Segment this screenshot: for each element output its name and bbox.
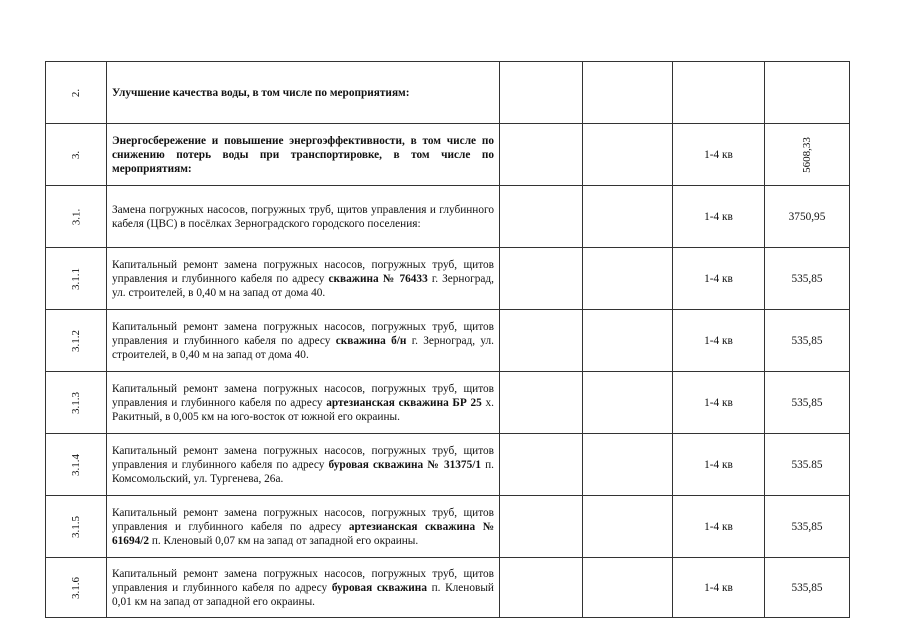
row-description [107, 434, 500, 496]
row-number-cell [46, 372, 107, 434]
row-sum: 5608,33 [801, 136, 813, 173]
row-description [107, 558, 500, 618]
table-row [46, 496, 850, 558]
table-row [46, 248, 850, 310]
row-period: 1-4 кв [673, 558, 765, 618]
row-description: Улучшение качества воды, в том числе по мероприятиям: [107, 62, 500, 124]
table-row [46, 310, 850, 372]
description-text: п. Кленовый 0,01 км на запад от западной его окраины. [112, 581, 494, 608]
empty-cell [500, 496, 583, 558]
row-number: 3.1.4 [70, 453, 82, 476]
description-text: г. Зерноград, ул. строителей, в 0,40 м на запад от дома 40. [112, 334, 494, 361]
empty-cell [500, 62, 583, 124]
table-row [46, 62, 850, 124]
row-sum: 3750,95 [765, 186, 850, 248]
description-text: Капитальный ремонт замена погружных насосов, погружных труб, щитов управления и глубинного кабеля по адресу [112, 382, 494, 409]
row-number-cell [46, 496, 107, 558]
row-number: 3.1.2 [70, 329, 82, 352]
row-sum: 535,85 [765, 558, 850, 618]
row-number-cell [46, 248, 107, 310]
table-row [46, 558, 850, 618]
row-sum-cell [765, 124, 850, 186]
row-number: 3.1.3 [70, 391, 82, 414]
empty-cell [583, 372, 673, 434]
description-text: п. Комсомольский, ул. Тургенева, 26а. [112, 458, 494, 485]
row-description [107, 372, 500, 434]
row-sum [765, 62, 850, 124]
row-number: 3.1.1 [70, 267, 82, 290]
description-text: Капитальный ремонт замена погружных насосов, погружных труб, щитов управления и глубинного кабеля по адресу [112, 320, 494, 347]
table-row [46, 372, 850, 434]
description-text: Капитальный ремонт замена погружных насосов, погружных труб, щитов управления и глубинного кабеля по адресу [112, 444, 494, 471]
row-number-cell [46, 310, 107, 372]
description-text: п. Кленовый 0,07 км на запад от западной его окраины. [149, 534, 419, 547]
row-number-cell [46, 434, 107, 496]
empty-cell [500, 310, 583, 372]
row-description: Замена погружных насосов, погружных труб, щитов управления и глубинного кабеля (ЦВС) в посёлках Зерноградского городского поселения: [107, 186, 500, 248]
empty-cell [583, 186, 673, 248]
empty-cell [583, 62, 673, 124]
empty-cell [583, 434, 673, 496]
row-number-cell [46, 558, 107, 618]
well-name: артезианская скважина № 61694/2 [112, 520, 494, 547]
row-number: 3.1. [70, 208, 82, 225]
row-description [107, 310, 500, 372]
row-period [673, 62, 765, 124]
row-sum: 535.85 [765, 434, 850, 496]
table-row [46, 434, 850, 496]
empty-cell [500, 372, 583, 434]
description-text: Капитальный ремонт замена погружных насосов, погружных труб, щитов управления и глубинного кабеля по адресу [112, 567, 494, 594]
row-sum: 535,85 [765, 496, 850, 558]
row-sum: 535,85 [765, 248, 850, 310]
empty-cell [500, 434, 583, 496]
table-row [46, 186, 850, 248]
row-description [107, 496, 500, 558]
empty-cell [583, 496, 673, 558]
row-number: 3.1.5 [70, 515, 82, 538]
row-period: 1-4 кв [673, 496, 765, 558]
description-text: г. Зерноград, ул. строителей, в 0,40 м на запад от дома 40. [112, 272, 494, 299]
row-period: 1-4 кв [673, 372, 765, 434]
row-number-cell [46, 186, 107, 248]
row-description: Энергосбережение и повышение энергоэффективности, в том числе по снижению потерь воды при транспортировке, в том числе по мероприятиям: [107, 124, 500, 186]
well-name: скважина б/н [335, 334, 407, 347]
empty-cell [583, 558, 673, 618]
row-number-cell [46, 124, 107, 186]
row-number-cell [46, 62, 107, 124]
description-text: х. Ракитный, в 0,005 км на юго-восток от южной его окраины. [112, 396, 494, 423]
row-period: 1-4 кв [673, 434, 765, 496]
row-sum: 535,85 [765, 310, 850, 372]
well-name: буровая скважина № 31375/1 [328, 458, 482, 471]
row-period: 1-4 кв [673, 124, 765, 186]
empty-cell [500, 248, 583, 310]
well-name: буровая скважина [331, 581, 427, 594]
empty-cell [500, 186, 583, 248]
well-name: артезианская скважина БР 25 [326, 396, 482, 409]
description-text: Капитальный ремонт замена погружных насосов, погружных труб, щитов управления и глубинного кабеля по адресу [112, 258, 494, 285]
row-number: 3. [70, 150, 82, 159]
empty-cell [500, 558, 583, 618]
table-row [46, 124, 850, 186]
empty-cell [500, 124, 583, 186]
row-number: 3.1.6 [70, 576, 82, 599]
empty-cell [583, 248, 673, 310]
description-text: Капитальный ремонт замена погружных насосов, погружных труб, щитов управления и глубинного кабеля по адресу [112, 506, 494, 533]
row-number: 2. [70, 88, 82, 97]
row-description [107, 248, 500, 310]
empty-cell [583, 124, 673, 186]
row-period: 1-4 кв [673, 248, 765, 310]
row-period: 1-4 кв [673, 310, 765, 372]
well-name: скважина № 76433 [328, 272, 428, 285]
row-sum: 535,85 [765, 372, 850, 434]
measures-table [45, 61, 850, 618]
row-period: 1-4 кв [673, 186, 765, 248]
empty-cell [583, 310, 673, 372]
